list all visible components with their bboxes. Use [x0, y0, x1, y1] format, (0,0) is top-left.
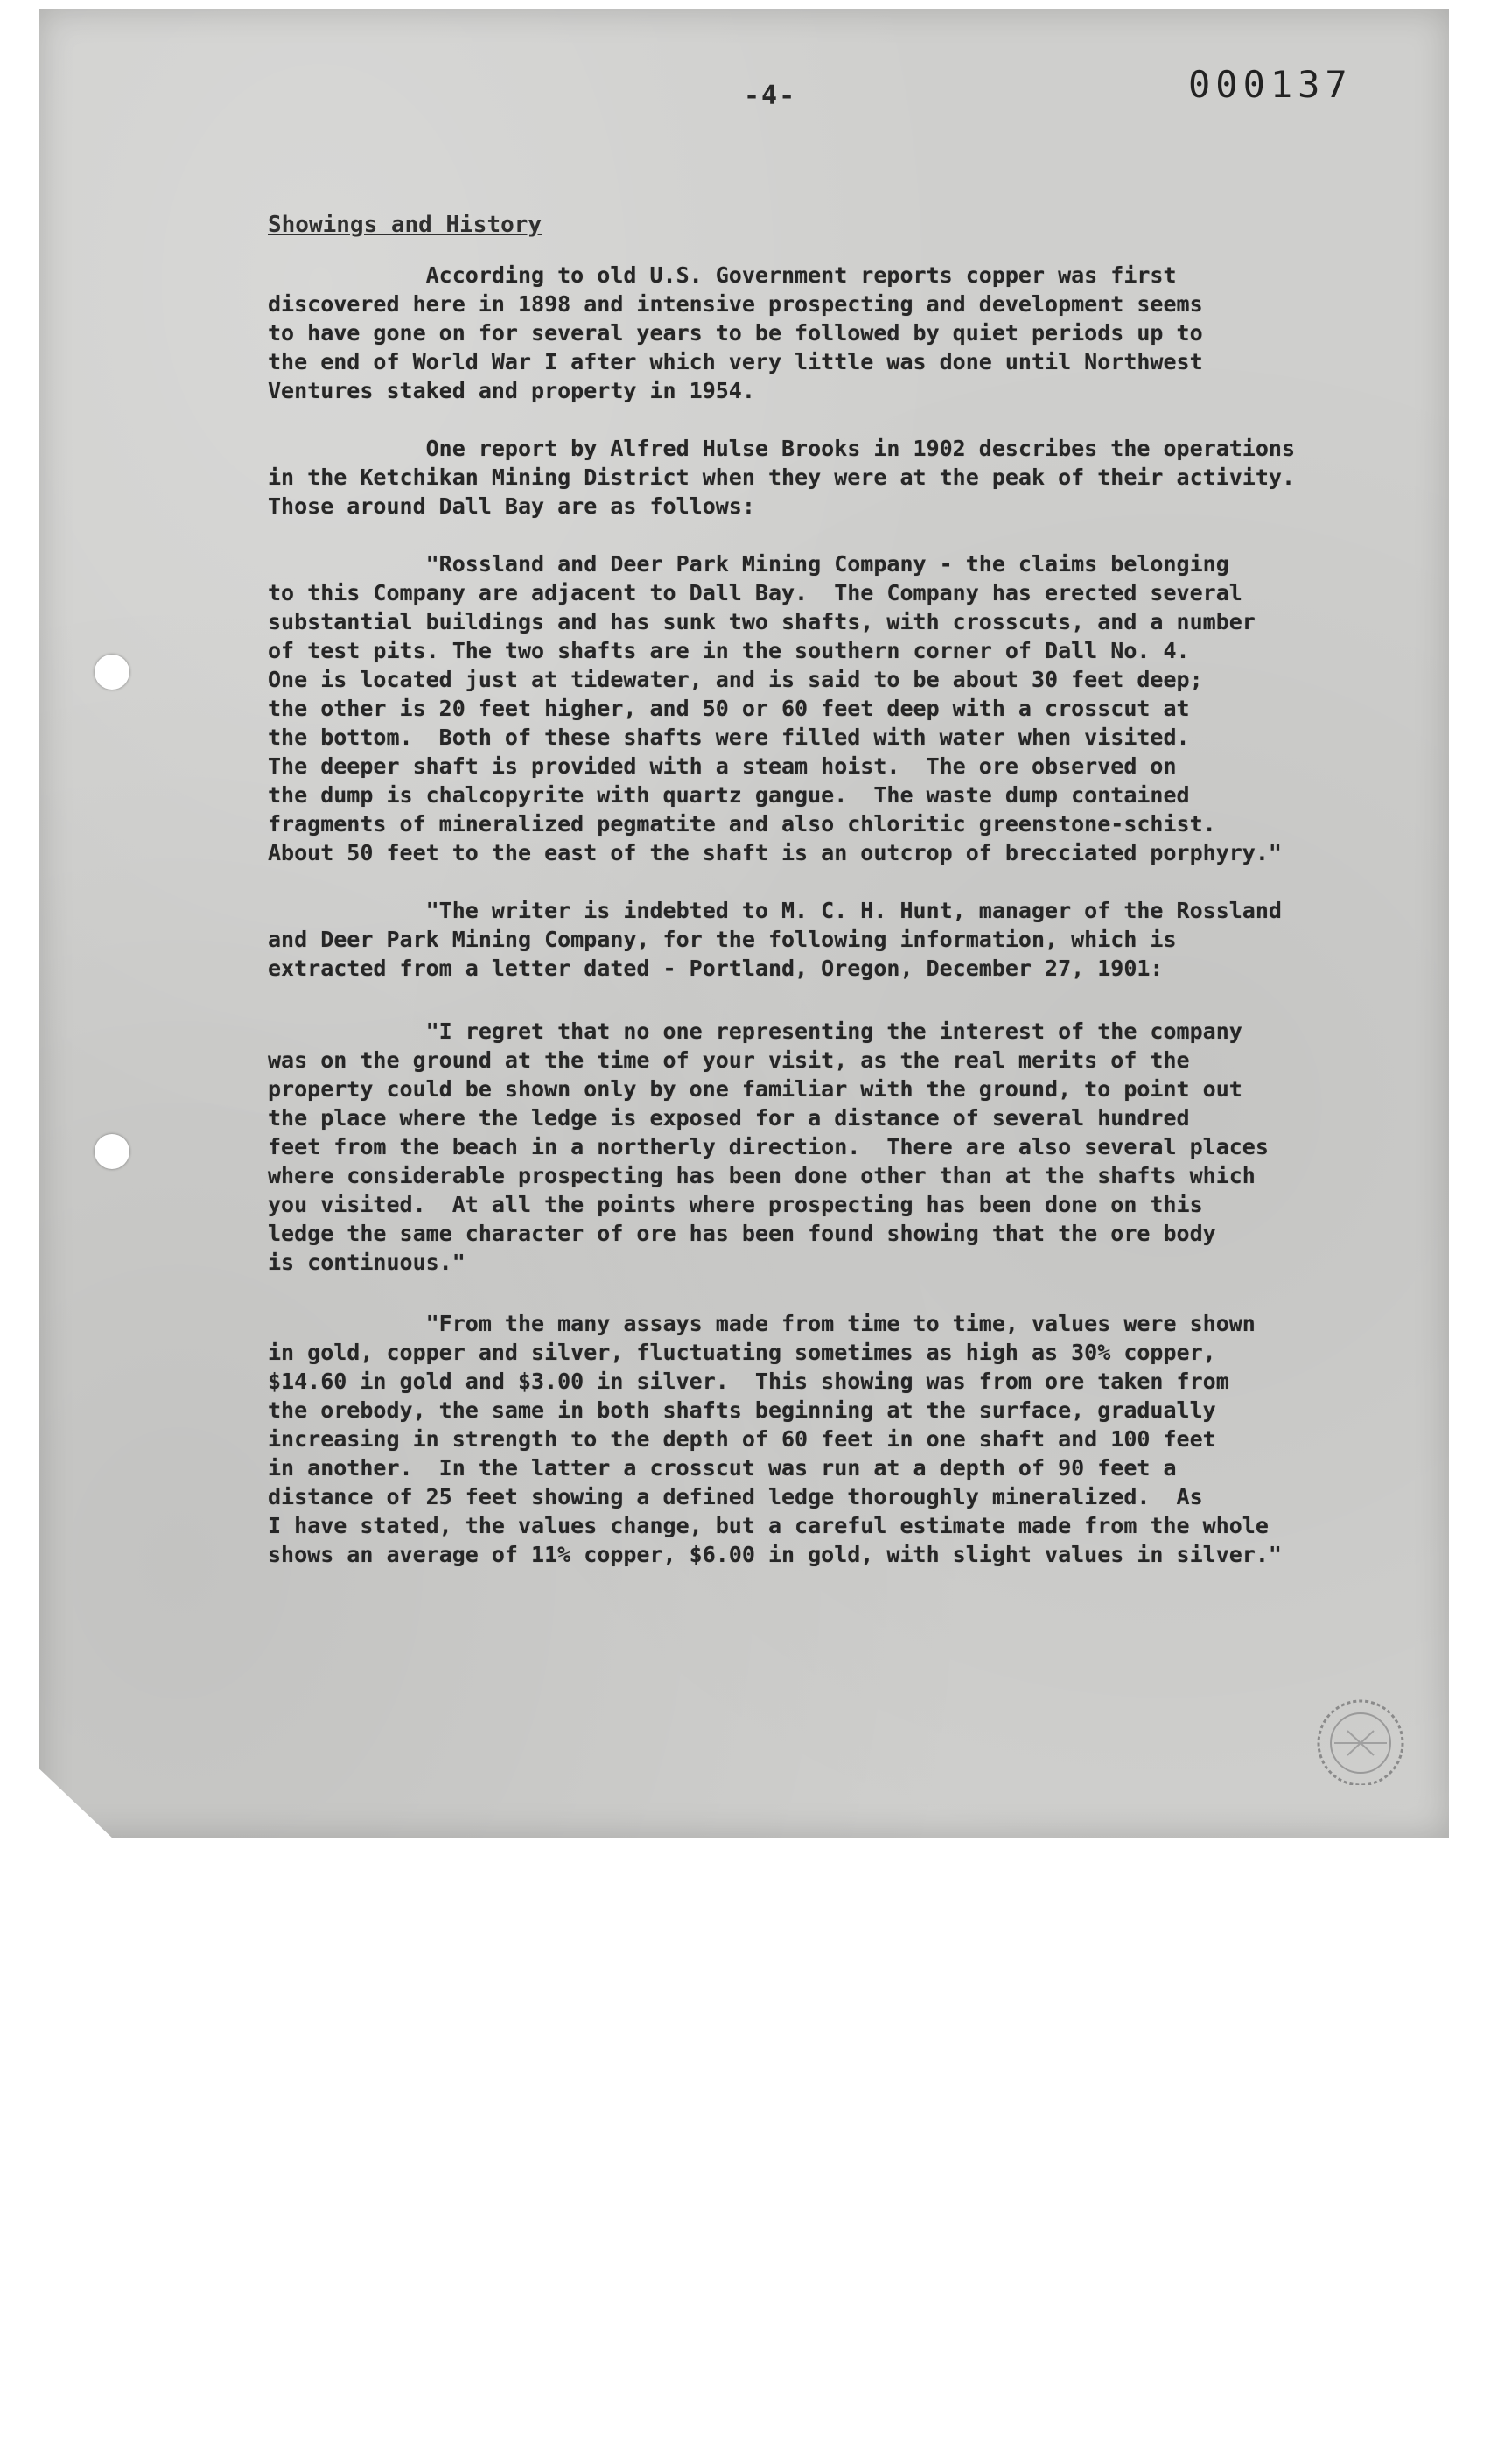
- paragraph-line: discovered here in 1898 and intensive prospecting and development seems: [268, 291, 1203, 317]
- paragraph-line: shows an average of 11% copper, $6.00 in gold, with slight values in silver.": [268, 1542, 1282, 1567]
- page-number: -4-: [744, 80, 797, 111]
- paragraph-line: distance of 25 feet showing a defined ledge thoroughly mineralized. As: [268, 1484, 1203, 1509]
- paragraph-line: substantial buildings and has sunk two shafts, with crosscuts, and a number: [268, 609, 1256, 634]
- paragraph-line: in another. In the latter a crosscut was run at a depth of 90 feet a: [268, 1455, 1177, 1480]
- paragraph-line: the dump is chalcopyrite with quartz gangue. The waste dump contained: [268, 782, 1190, 808]
- paragraph-line: feet from the beach in a northerly direction. There are also several places: [268, 1134, 1269, 1159]
- paragraph-line: One is located just at tidewater, and is said to be about 30 feet deep;: [268, 667, 1203, 692]
- paragraph-line: to this Company are adjacent to Dall Bay. The Company has erected several: [268, 580, 1242, 606]
- punch-hole-top: [94, 654, 130, 690]
- paragraph-line: the place where the ledge is exposed for a distance of several hundred: [268, 1105, 1190, 1130]
- paragraph-line: in the Ketchikan Mining District when they were at the peak of their activity.: [268, 465, 1295, 490]
- document-number: 000137: [1188, 63, 1353, 106]
- paragraph-line: "From the many assays made from time to time, values were shown: [268, 1311, 1256, 1336]
- paragraph-line: "I regret that no one representing the interest of the company: [268, 1018, 1242, 1044]
- paragraph-line: in gold, copper and silver, fluctuating sometimes as high as 30% copper,: [268, 1340, 1216, 1365]
- paragraph-line: where considerable prospecting has been done other than at the shafts which: [268, 1163, 1256, 1188]
- paragraph-line: of test pits. The two shafts are in the southern corner of Dall No. 4.: [268, 638, 1190, 663]
- paragraph-line: ledge the same character of ore has been found showing that the ore body: [268, 1221, 1216, 1246]
- paragraph-line: the orebody, the same in both shafts beginning at the surface, gradually: [268, 1397, 1216, 1423]
- paragraph-line: increasing in strength to the depth of 60 feet in one shaft and 100 feet: [268, 1426, 1216, 1452]
- paragraph-line: the end of World War I after which very little was done until Northwest: [268, 349, 1203, 374]
- paragraph-line: you visited. At all the points where prospecting has been done on this: [268, 1192, 1203, 1217]
- paragraph-line: "Rossland and Deer Park Mining Company - the claims belonging: [268, 551, 1229, 577]
- section-heading: Showings and History: [268, 212, 542, 238]
- paragraph-line: About 50 feet to the east of the shaft is an outcrop of brecciated porphyry.": [268, 840, 1282, 865]
- paragraph-line: the other is 20 feet higher, and 50 or 60 feet deep with a crosscut at: [268, 696, 1190, 721]
- paragraph-line: The deeper shaft is provided with a steam hoist. The ore observed on: [268, 753, 1177, 779]
- paragraph-line: $14.60 in gold and $3.00 in silver. This showing was from ore taken from: [268, 1368, 1229, 1394]
- punch-hole-bottom: [94, 1134, 130, 1169]
- paragraph-line: property could be shown only by one familiar with the ground, to point out: [268, 1076, 1242, 1102]
- seal-stamp-icon: [1295, 1689, 1426, 1785]
- paragraph-line: Ventures staked and property in 1954.: [268, 378, 755, 403]
- paragraph-line: I have stated, the values change, but a careful estimate made from the whole: [268, 1513, 1269, 1538]
- paragraph-line: Those around Dall Bay are as follows:: [268, 494, 755, 519]
- paragraph-line: was on the ground at the time of your visit, as the real merits of the: [268, 1047, 1190, 1073]
- paragraph-line: According to old U.S. Government reports copper was first: [268, 262, 1177, 288]
- paragraph-line: the bottom. Both of these shafts were filled with water when visited.: [268, 724, 1190, 750]
- paragraph-line: fragments of mineralized pegmatite and also chloritic greenstone-schist.: [268, 811, 1216, 836]
- paragraph-line: One report by Alfred Hulse Brooks in 1902 describes the operations: [268, 436, 1295, 461]
- paragraph-line: is continuous.": [268, 1250, 466, 1275]
- paragraph-line: and Deer Park Mining Company, for the following information, which is: [268, 927, 1177, 952]
- paragraph-line: extracted from a letter dated - Portland, Oregon, December 27, 1901:: [268, 956, 1164, 981]
- paragraph-line: "The writer is indebted to M. C. H. Hunt, manager of the Rossland: [268, 898, 1282, 923]
- paragraph-line: to have gone on for several years to be followed by quiet periods up to: [268, 320, 1203, 346]
